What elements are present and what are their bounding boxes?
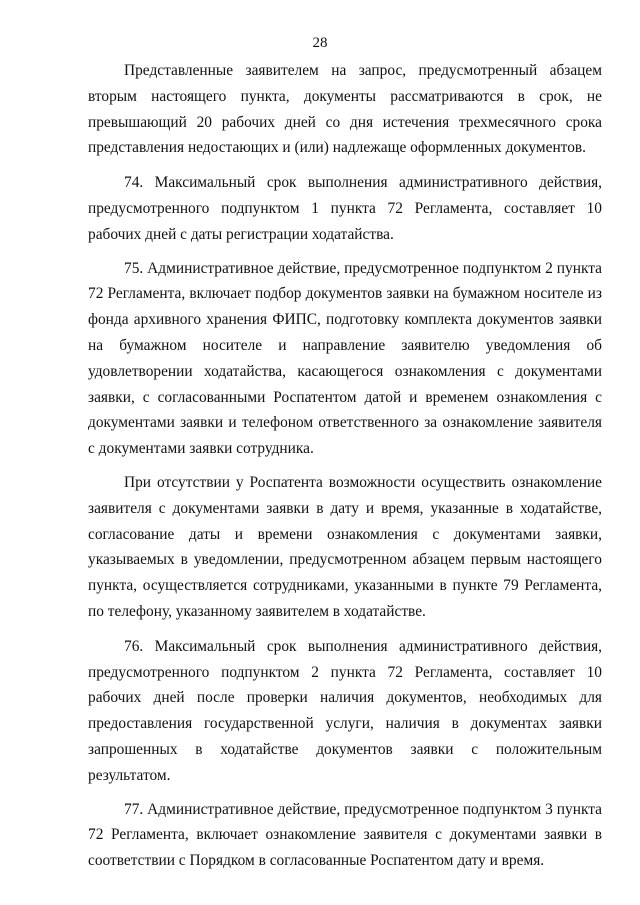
paragraph-76: 76. Максимальный срок выполнения административного действия, предусмотренного подпунктом 2 пункта 72 Регламента, составляет 10 рабочих дней после проверки наличия документов, необходимых для предоставления государственной услуги, наличия в документах заявки запрошенных в ходатайстве документов заявки с положительным результатом. — [88, 637, 602, 784]
paragraph-75-absence-of-possibility: При отсутствии у Роспатента возможности осуществить ознакомление заявителя с документами заявки в дату и время, указанные в ходатайстве, согласование даты и времени ознакомления с документами заявки, указываемых в уведомлении, предусмотренном абзацем первым настоящего пункта, осуществляется сотрудниками, указанными в пункте 79 Регламента, по телефону, указанному заявителем в ходатайстве. — [88, 473, 602, 620]
page-number: 28 — [312, 35, 328, 51]
paragraph-documents-review-term: Представленные заявителем на запрос, предусмотренный абзацем вторым настоящего пункта, документы рассматриваются в срок, не превышающий 20 рабочих дней со дня истечения трехмесячного срока представления недостающих и (или) надлежаще оформленных документов. — [88, 62, 602, 157]
paragraph-74: 74. Максимальный срок выполнения административного действия, предусмотренного подпунктом 1 пункта 72 Регламента, составляет 10 рабочих дней с даты регистрации ходатайства. — [88, 174, 602, 243]
paragraph-77: 77. Административное действие, предусмотренное подпунктом 3 пункта 72 Регламента, включает ознакомление заявителя с документами заявки в соответствии с Порядком в согласованные Роспатентом дату и время. — [88, 800, 602, 870]
paragraph-75: 75. Административное действие, предусмотренное подпунктом 2 пункта 72 Регламента, включает подбор документов заявки на бумажном носителе из фонда архивного хранения ФИПС, подготовку комплекта документов заявки на бумажном носителе и направление заявителю уведомления об удовлетворении ходатайства, касающегося ознакомления с документами заявки, с согласованными Роспатентом датой и временем ознакомления с документами заявки и телефоном ответственного за ознакомление заявителя с документами заявки сотрудника. — [88, 259, 602, 458]
document-body — [88, 58, 602, 874]
